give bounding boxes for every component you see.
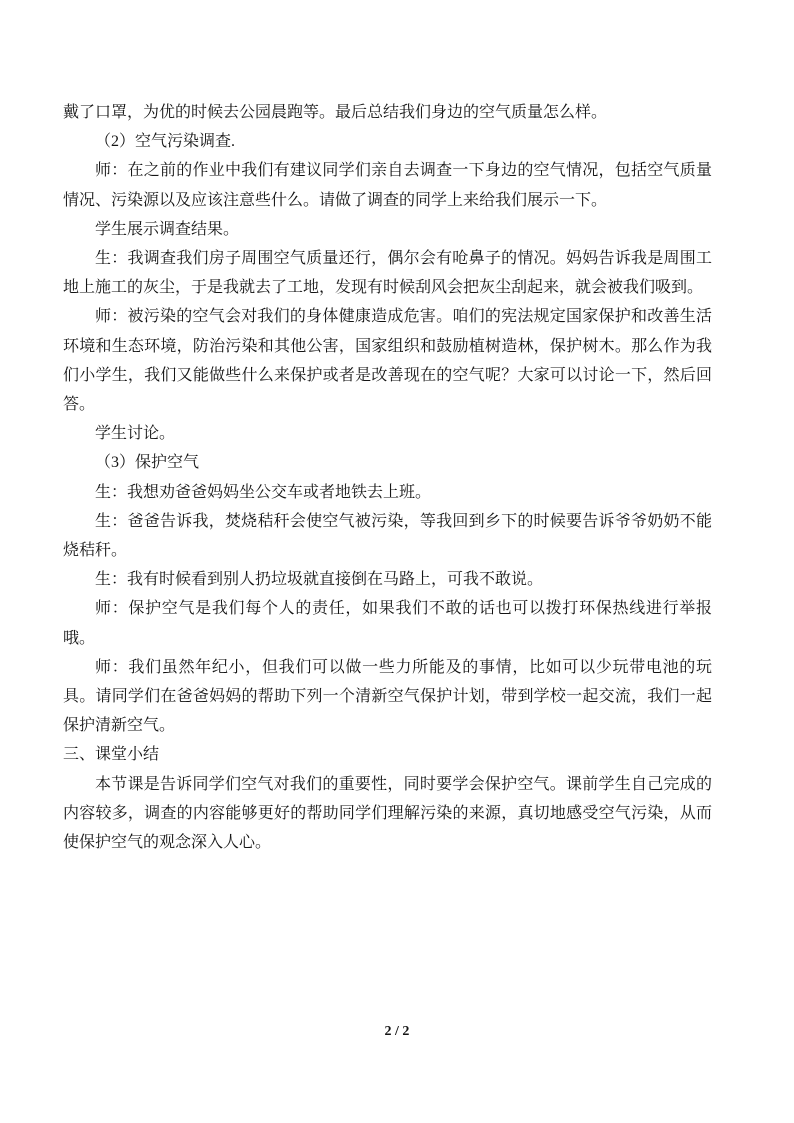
page-footer [0, 1022, 794, 1040]
paragraph-summary-heading: 三、课堂小结 [63, 746, 160, 764]
paragraph-student-line: 生：爸爸告诉我，焚烧秸秆会使空气被污染，等我回到乡下的时候要告诉爷爷奶奶不能烧秸秆。 [63, 512, 712, 560]
paragraph-summary-body: 本节课是告诉同学们空气对我们的重要性，同时要学会保护空气。课前学生自己完成的内容较多，调查的内容能够更好的帮助同学们理解污染的来源，真切地感受空气污染，从而使保护空气的观念深入人心。 [63, 775, 712, 852]
document-body [63, 98, 712, 857]
paragraph-teacher-line: 师：我们虽然年纪小，但我们可以做一些力所能及的事情，比如可以少玩带电池的玩具。请同学们在爸爸妈妈的帮助下列一个清新空气保护计划，带到学校一起交流，我们一起保护清新空气。 [63, 658, 712, 735]
paragraph-section-2-heading: （2）空气污染调查. [95, 133, 236, 151]
paragraph-student-line: 生：我调查我们房子周围空气质量还行，偶尔会有呛鼻子的情况。妈妈告诉我是周围工地上施工的灰尘，于是我就去了工地，发现有时候刮风会把灰尘刮起来，就会被我们吸到。 [63, 250, 712, 297]
paragraph-student-line: 生：我有时候看到别人扔垃圾就直接倒在马路上，可我不敢说。 [95, 571, 544, 589]
paragraph-stage-direction: 学生展示调查结果。 [95, 220, 240, 238]
paragraph-continuation: 戴了口罩，为优的时候去公园晨跑等。最后总结我们身边的空气质量怎么样。 [63, 104, 608, 121]
page-number: 2 / 2 [384, 1024, 410, 1039]
paragraph-section-3-heading: （3）保护空气 [95, 454, 200, 472]
paragraph-student-line: 生：我想劝爸爸妈妈坐公交车或者地铁去上班。 [95, 483, 432, 501]
paragraph-teacher-line: 师：在之前的作业中我们有建议同学们亲自去调查一下身边的空气情况，包括空气质量情况、污染源以及应该注意些什么。请做了调查的同学上来给我们展示一下。 [63, 162, 712, 209]
paragraph-stage-direction: 学生讨论。 [95, 425, 176, 443]
paragraph-teacher-line: 师：被污染的空气会对我们的身体健康造成危害。咱们的宪法规定国家保护和改善生活环境和生态环境，防治污染和其他公害，国家组织和鼓励植树造林，保护树木。那么作为我们小学生，我们又能做些什么来保护或者是改善现在的空气呢？大家可以讨论一下，然后回答。 [63, 308, 712, 414]
paragraph-teacher-line: 师：保护空气是我们每个人的责任，如果我们不敢的话也可以拨打环保热线进行举报哦。 [63, 600, 712, 647]
